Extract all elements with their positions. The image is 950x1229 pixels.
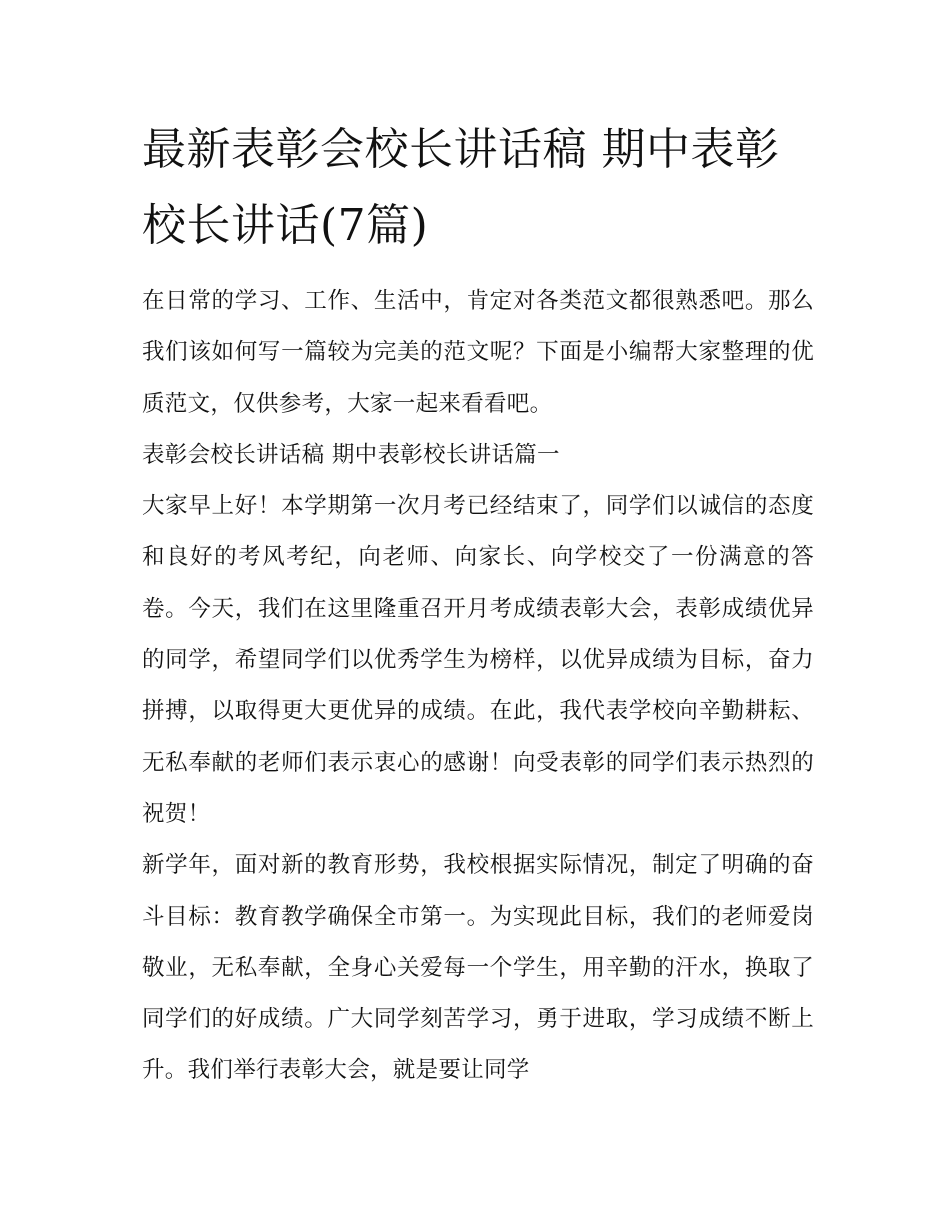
body-paragraph: 大家早上好！本学期第一次月考已经结束了，同学们以诚信的态度和良好的考风考纪，向老师、向家长、向学校交了一份满意的答卷。今天，我们在这里隆重召开月考成绩表彰大会，表彰成绩优异的同学，希望同学们以优秀学生为榜样，以优异成绩为目标，奋力拼搏，以取得更大更优异的成绩。在此，我代表学校向辛勤耕耘、无私奉献的老师们表示衷心的感谢！向受表彰的同学们表示热烈的祝贺！ xyxy=(142,493,814,827)
page-title: 最新表彰会校长讲话稿 期中表彰校长讲话(7篇) xyxy=(142,124,780,251)
section-heading: 表彰会校长讲话稿 期中表彰校长讲话篇一 xyxy=(142,441,560,468)
body-paragraph: 新学年，面对新的教育形势，我校根据实际情况，制定了明确的奋斗目标：教育教学确保全市第一。为实现此目标，我们的老师爱岗敬业，无私奉献，全身心关爱每一个学生，用辛勤的汗水，换取了同学们的好成绩。广大同学刻苦学习，勇于进取，学习成绩不断上升。我们举行表彰大会，就是要让同学 xyxy=(142,852,814,1084)
document-page xyxy=(142,112,814,1097)
document-body xyxy=(142,276,814,1097)
intro-paragraph: 在日常的学习、工作、生活中，肯定对各类范文都很熟悉吧。那么我们该如何写一篇较为完美的范文呢？下面是小编帮大家整理的优质范文，仅供参考，大家一起来看看吧。 xyxy=(142,288,814,417)
